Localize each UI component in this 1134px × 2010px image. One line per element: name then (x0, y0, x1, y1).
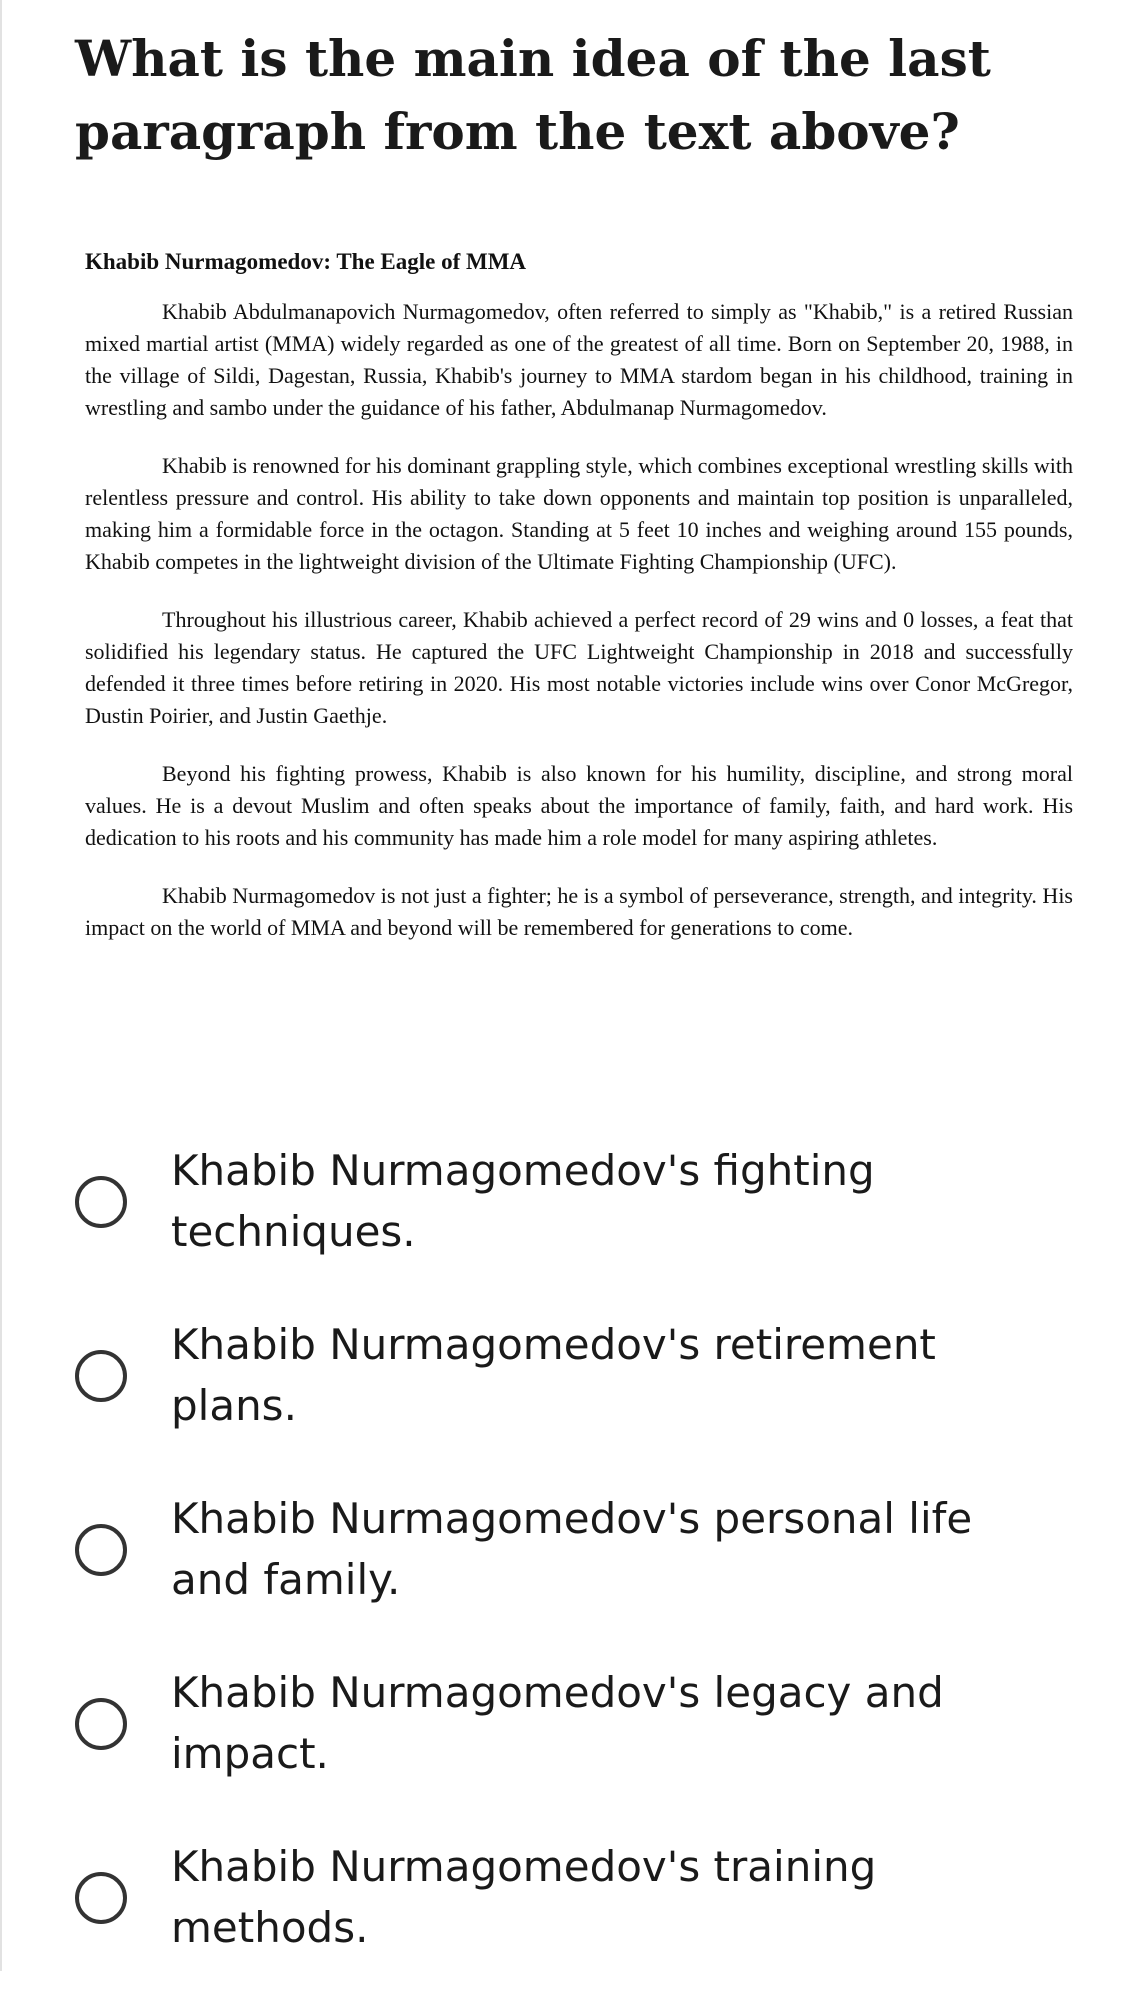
passage-paragraph-5: Khabib Nurmagomedov is not just a fighter; he is a symbol of perseverance, strength, and integrity. His impact on the world of MMA and beyond will be remembered for generations to come. (85, 883, 1073, 940)
answer-option-label-1[interactable]: Khabib Nurmagomedov's fighting techniques. (171, 1146, 875, 1256)
answer-option-1[interactable] (75, 1140, 1075, 1314)
answer-option-label-4[interactable]: Khabib Nurmagomedov's legacy and impact. (171, 1668, 944, 1778)
answer-option-label-5[interactable]: Khabib Nurmagomedov's training methods. (171, 1842, 877, 1952)
radio-button-1[interactable] (75, 1176, 127, 1228)
radio-button-5[interactable] (75, 1872, 127, 1924)
passage-paragraph-3: Throughout his illustrious career, Khabib achieved a perfect record of 29 wins and 0 losses, a feat that solidified his legendary status. He captured the UFC Lightweight Championship in 2018 and successfully defended it three times before retiring in 2020. His most notable victories include wins over Conor McGregor, Dustin Poirier, and Justin Gaethje. (85, 607, 1073, 728)
passage-title: Khabib Nurmagomedov: The Eagle of MMA (85, 249, 527, 274)
radio-button-3[interactable] (75, 1524, 127, 1576)
radio-button-2[interactable] (75, 1350, 127, 1402)
answer-options (75, 1140, 1075, 2010)
page-left-border (0, 0, 2, 1971)
question-title: What is the main idea of the last paragraph from the text above? (75, 29, 991, 161)
passage-image (85, 246, 1073, 970)
answer-option-2[interactable] (75, 1314, 1075, 1488)
answer-option-3[interactable] (75, 1488, 1075, 1662)
answer-option-label-3[interactable]: Khabib Nurmagomedov's personal life and family. (171, 1494, 973, 1604)
passage-paragraph-1: Khabib Abdulmanapovich Nurmagomedov, often referred to simply as "Khabib," is a retired Russian mixed martial artist (MMA) widely regarded as one of the greatest of all time. Born on September 20, 1988, in the village of Sildi, Dagestan, Russia, Khabib's journey to MMA stardom began in his childhood, training in wrestling and sambo under the guidance of his father, Abdulmanap Nurmagomedov. (85, 299, 1073, 420)
answer-option-label-2[interactable]: Khabib Nurmagomedov's retirement plans. (171, 1320, 936, 1430)
passage-paragraph-2: Khabib is renowned for his dominant grappling style, which combines exceptional wrestling skills with relentless pressure and control. His ability to take down opponents and maintain top position is unparalleled, making him a formidable force in the octagon. Standing at 5 feet 10 inches and weighing around 155 pounds, Khabib competes in the lightweight division of the Ultimate Fighting Championship (UFC). (85, 453, 1073, 574)
answer-option-5[interactable] (75, 1836, 1075, 2010)
answer-option-4[interactable] (75, 1662, 1075, 1836)
radio-button-4[interactable] (75, 1698, 127, 1750)
passage-paragraph-4: Beyond his fighting prowess, Khabib is also known for his humility, discipline, and strong moral values. He is a devout Muslim and often speaks about the importance of family, faith, and hard work. His dedication to his roots and his community has made him a role model for many aspiring athletes. (85, 761, 1073, 850)
